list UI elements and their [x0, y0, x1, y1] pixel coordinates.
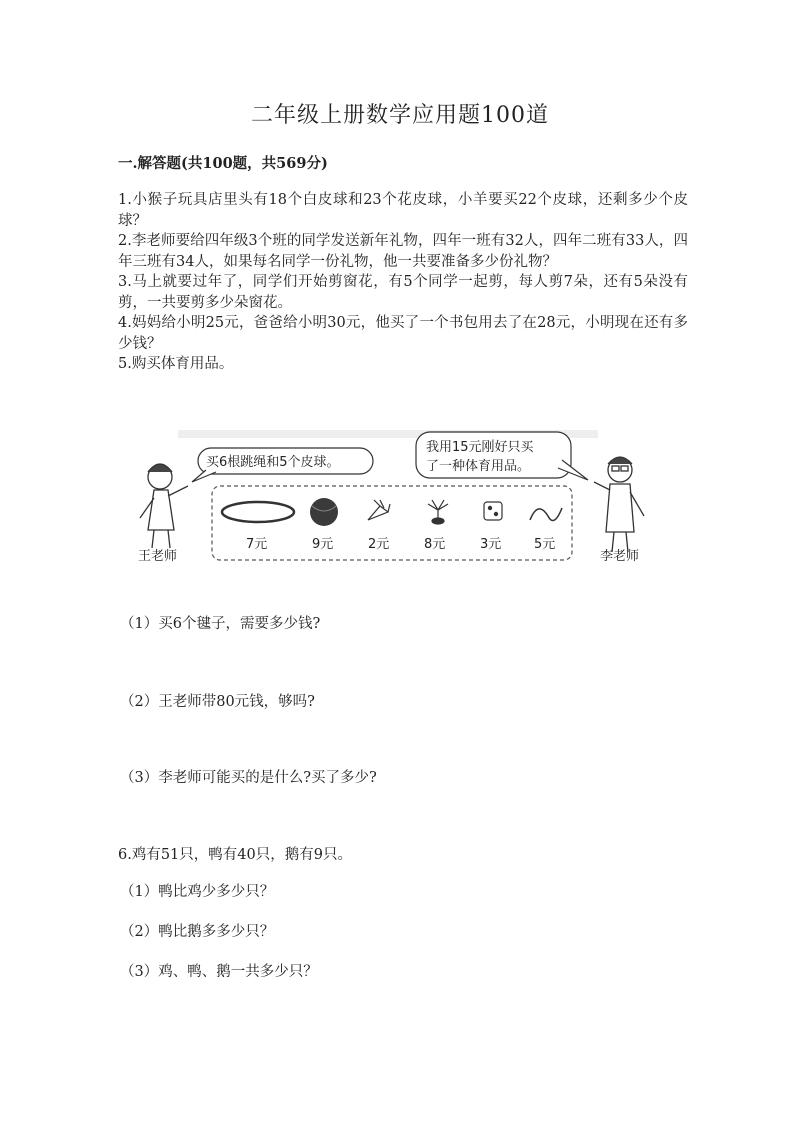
question-6: 6.鸡有51只，鸭有40只，鹅有9只。 — [118, 847, 352, 863]
q6-sub-1: （1）鸭比鸡少多少只？ — [120, 884, 275, 900]
question-list — [118, 190, 688, 375]
price-jianzi: 8元 — [424, 537, 446, 552]
question-5: 5.购买体育用品。 — [118, 356, 234, 372]
q5-sub-3: （3）李老师可能买的是什么?买了多少? — [120, 770, 377, 786]
section-heading: 一.解答题(共100题，共569分) — [118, 155, 328, 172]
question-2: 2.李老师要给四年级3个班的同学发送新年礼物，四年一班有32人，四年二班有33人，四年三班有34人，如果每名同学一份礼物，他一共要准备多少份礼物？ — [118, 233, 688, 270]
price-ball: 9元 — [312, 537, 334, 552]
q6-sub-3: （3）鸡、鸭、鹅一共多少只？ — [120, 964, 318, 980]
q5-sub-1: （1）买6个毽子，需要多少钱? — [120, 616, 321, 632]
ball-icon — [310, 498, 338, 526]
page-title: 二年级上册数学应用题100道 — [251, 103, 549, 128]
left-speech-bubble — [192, 448, 373, 482]
right-person-label: 李老师 — [600, 549, 640, 564]
question-1: 1.小猴子玩具店里头有18个白皮球和23个花皮球，小羊要买22个皮球，还剩多少个皮球？ — [118, 192, 688, 229]
shuttlecock-icon — [368, 500, 390, 520]
left-person-label: 王老师 — [138, 549, 178, 564]
question-4: 4.妈妈给小明25元，爸爸给小明30元，他买了一个书包用去了在28元，小明现在还有多少钱？ — [118, 315, 688, 352]
dice-icon — [484, 502, 502, 520]
right-bubble-line-2: 了一种体育用品。 — [426, 459, 531, 474]
teacher-wang-figure — [140, 464, 188, 548]
teacher-li-figure — [594, 457, 644, 552]
question-3: 3.马上就要过年了，同学们开始剪窗花，有5个同学一起剪，每人剪7朵，还有5朵没有剪，一共要剪多少朵窗花。 — [118, 274, 688, 311]
price-shuttlecock: 2元 — [368, 537, 390, 552]
q6-sub-2: （2）鸭比鹅多多少只？ — [120, 924, 275, 940]
q5-sub-2: （2）王老师带80元钱，够吗? — [120, 694, 315, 710]
hoop-icon — [222, 502, 294, 522]
jianzi-icon — [428, 500, 448, 524]
left-bubble-text: 买6根跳绳和5个皮球。 — [206, 455, 340, 470]
price-jump-rope: 5元 — [534, 537, 556, 552]
right-speech-bubble — [416, 432, 588, 480]
right-bubble-line-1: 我用15元刚好只买 — [426, 440, 534, 455]
sports-goods-illustration — [118, 420, 658, 580]
price-hoop: 7元 — [246, 537, 268, 552]
price-dice: 3元 — [480, 537, 502, 552]
jump-rope-icon — [530, 508, 562, 521]
